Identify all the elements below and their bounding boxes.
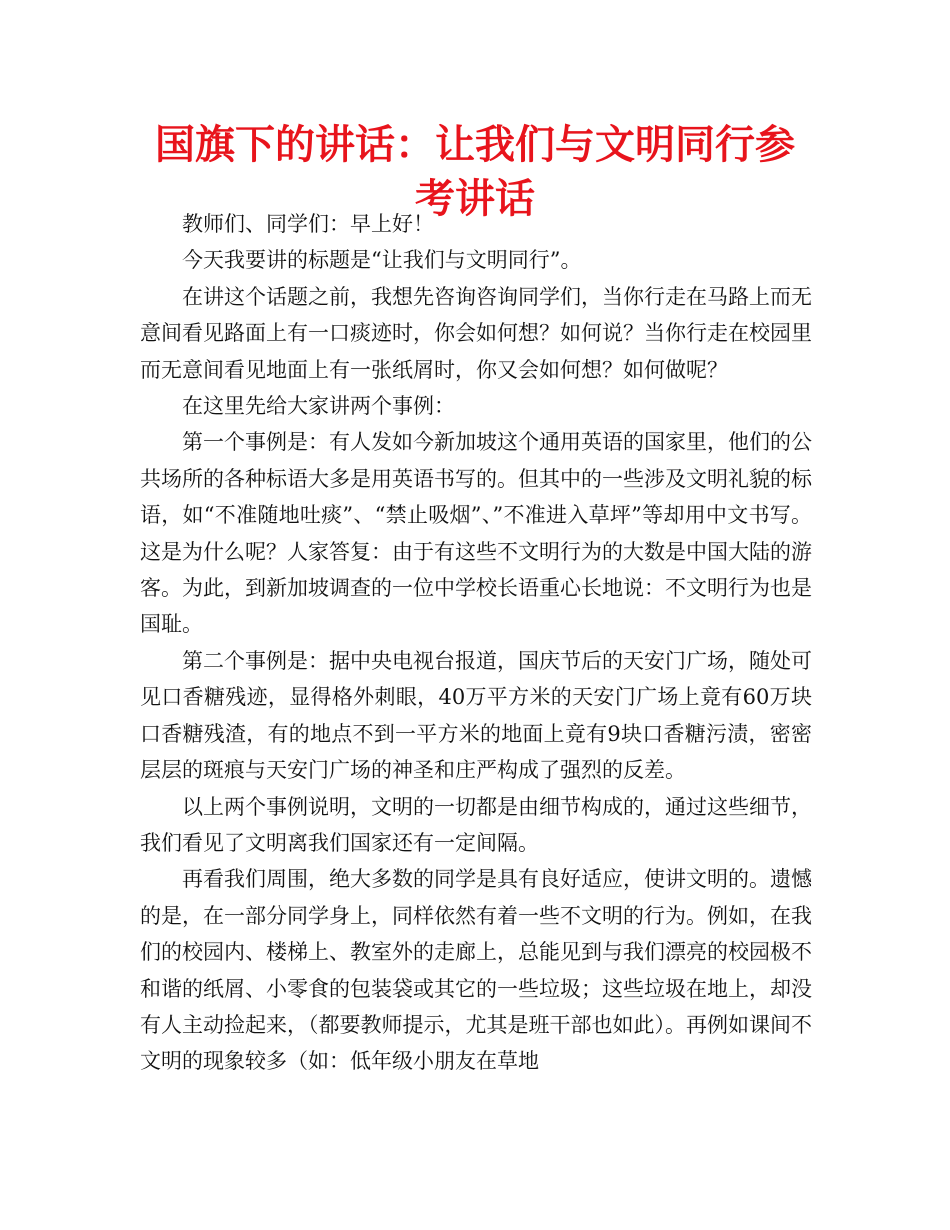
- document-body: [140, 206, 812, 1080]
- paragraph-example-two: 第二个事例是：据中央电视台报道，国庆节后的天安门广场，随处可见口香糖残迹，显得格外刺眼，40万平方米的天安门广场上竟有60万块口香糖残渣，有的地点不到一平方米的地面上竟有9块口香糖污渍，密密层层的斑痕与天安门广场的神圣和庄严构成了强烈的反差。: [140, 648, 812, 783]
- document-title: 国旗下的讲话：让我们与文明同行参考讲话: [155, 122, 795, 222]
- paragraph-observation: 再看我们周围，绝大多数的同学是具有良好适应，使讲文明的。遗憾的是，在一部分同学身上，同样依然有着一些不文明的行为。例如，在我们的校园内、楼梯上、教室外的走廊上，总能见到与我们漂亮的校园极不和谐的纸屑、小零食的包装袋或其它的一些垃圾；这些垃圾在地上，却没有人主动捡起来，（都要教师提示，尤其是班干部也如此）。再例如课间不文明的现象较多（如：低年级小朋友在草地: [140, 867, 812, 1074]
- paragraph-conclusion: 以上两个事例说明，文明的一切都是由细节构成的，通过这些细节，我们看见了文明离我们国家还有一定间隔。: [140, 794, 812, 855]
- paragraph-question: 在讲这个话题之前，我想先咨询咨询同学们，当你行走在马路上而无意间看见路面上有一口痰迹时，你会如何想？如何说？当你行走在校园里而无意间看见地面上有一张纸屑时，你又会如何想？如何做呢？: [140, 284, 812, 382]
- paragraph-topic: 今天我要讲的标题是“让我们与文明同行”。: [182, 248, 582, 273]
- paragraph-example-one: 第一个事例是：有人发如今新加坡这个通用英语的国家里，他们的公共场所的各种标语大多是用英语书写的。但其中的一些涉及文明礼貌的标语，如“不准随地吐痰”、“禁止吸烟”、”不准进入草坪”等却用中文书写。这是为什么呢？人家答复：由于有这些不文明行为的大数是中国大陆的游客。为此，到新加坡调查的一位中学校长语重心长地说：不文明行为也是国耻。: [140, 430, 812, 637]
- paragraph-greeting: 教师们、同学们：早上好！: [182, 212, 434, 236]
- paragraph-intro-examples: 在这里先给大家讲两个事例：: [182, 394, 455, 419]
